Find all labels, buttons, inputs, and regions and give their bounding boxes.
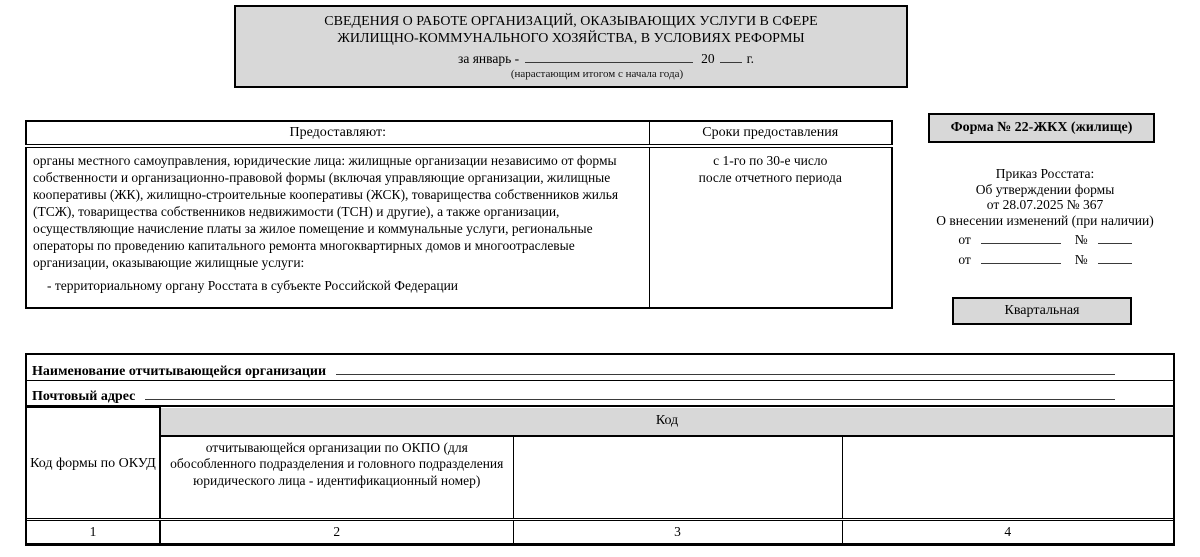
- terms-line1: с 1-го по 30-е число: [713, 153, 828, 168]
- providers-item: - территориальному органу Росстата в субъекте Российской Федерации: [47, 278, 459, 293]
- postal-address-input-line[interactable]: [145, 399, 1115, 400]
- providers-header: Предоставляют:: [26, 121, 649, 146]
- number-label: №: [1074, 231, 1088, 247]
- column-number-1: 1: [27, 520, 160, 543]
- terms-cell: [649, 146, 892, 308]
- order-line3: от 28.07.2025 № 367: [986, 197, 1104, 212]
- order-line4: О внесении изменений (при наличии): [936, 212, 1154, 228]
- form-title-block: [234, 5, 908, 88]
- code-value-cell-3[interactable]: [513, 436, 842, 520]
- periodicity-badge: Квартальная: [952, 297, 1132, 325]
- postal-address-label: Почтовый адрес: [32, 389, 136, 404]
- year-prefix-label: 20: [701, 51, 715, 66]
- form-number-badge: Форма № 22-ЖКХ (жилище): [928, 113, 1155, 143]
- period-note: (нарастающим итогом с начала года): [510, 68, 684, 80]
- okud-header-cell: Код формы по ОКУД: [27, 408, 160, 520]
- organization-block: [25, 353, 1175, 546]
- amendment-row-1: [900, 228, 1190, 248]
- rosstat-order-block: [900, 166, 1190, 268]
- year-suffix-label: г.: [746, 51, 754, 66]
- org-name-input-line[interactable]: [336, 374, 1115, 375]
- providers-table: [25, 120, 893, 309]
- org-name-row: [27, 355, 1173, 381]
- year-input-line[interactable]: [720, 50, 742, 63]
- terms-line2: после отчетного периода: [698, 170, 842, 185]
- code-value-cell-4[interactable]: [842, 436, 1173, 520]
- from-label-2: от: [958, 251, 971, 267]
- amendment-number-input-1[interactable]: [1098, 231, 1132, 244]
- period-input-line[interactable]: [525, 50, 693, 63]
- period-prefix-label: за январь -: [458, 51, 520, 66]
- column-number-3: 3: [513, 520, 842, 543]
- report-period-line: [236, 50, 906, 67]
- number-label-2: №: [1074, 251, 1088, 267]
- order-line2: Об утверждении формы: [975, 181, 1115, 197]
- form-title-line1: СВЕДЕНИЯ О РАБОТЕ ОРГАНИЗАЦИЙ, ОКАЗЫВАЮЩИХ УСЛУГИ В СФЕРЕ: [324, 14, 818, 29]
- providers-text: органы местного самоуправления, юридические лица: жилищные организации независимо от формы собственности и организационно-правовой формы (включая управляющие организации, жилищные кооперативы (ЖК), жилищно-строительные кооперативы (ЖСК), товарищества собственников жилья (ТСЖ), товарищества собственников недвижимости (ТСН) и другие), а также организации, осуществляющие начисление платы за жилое помещение и коммунальные услуги, региональные операторы по проведению капитального ремонта многоквартирных домов и многоотраслевые организации, оказывающие жилищные услуги:: [33, 153, 619, 270]
- code-table: [27, 407, 1173, 543]
- terms-header: Сроки предоставления: [649, 121, 892, 146]
- providers-cell: [26, 146, 649, 308]
- amendment-row-2: [900, 248, 1190, 268]
- amendment-number-input-2[interactable]: [1098, 251, 1132, 264]
- code-header-cell: Код: [160, 408, 1173, 436]
- column-number-2: 2: [160, 520, 513, 543]
- column-number-4: 4: [842, 520, 1173, 543]
- amendment-date-input-1[interactable]: [981, 231, 1061, 244]
- postal-address-row: [27, 381, 1173, 407]
- form-title-line2: ЖИЛИЩНО-КОММУНАЛЬНОГО ХОЗЯЙСТВА, В УСЛОВИЯХ РЕФОРМЫ: [337, 31, 805, 46]
- amendment-date-input-2[interactable]: [981, 251, 1061, 264]
- org-name-label: Наименование отчитывающейся организации: [32, 364, 327, 379]
- from-label: от: [958, 231, 971, 247]
- okpo-header-cell: отчитывающейся организации по ОКПО (для обособленного подразделения и головного подразделения юридического лица - идентификационный номер): [160, 436, 513, 520]
- order-line1: Приказ Росстата:: [995, 166, 1095, 181]
